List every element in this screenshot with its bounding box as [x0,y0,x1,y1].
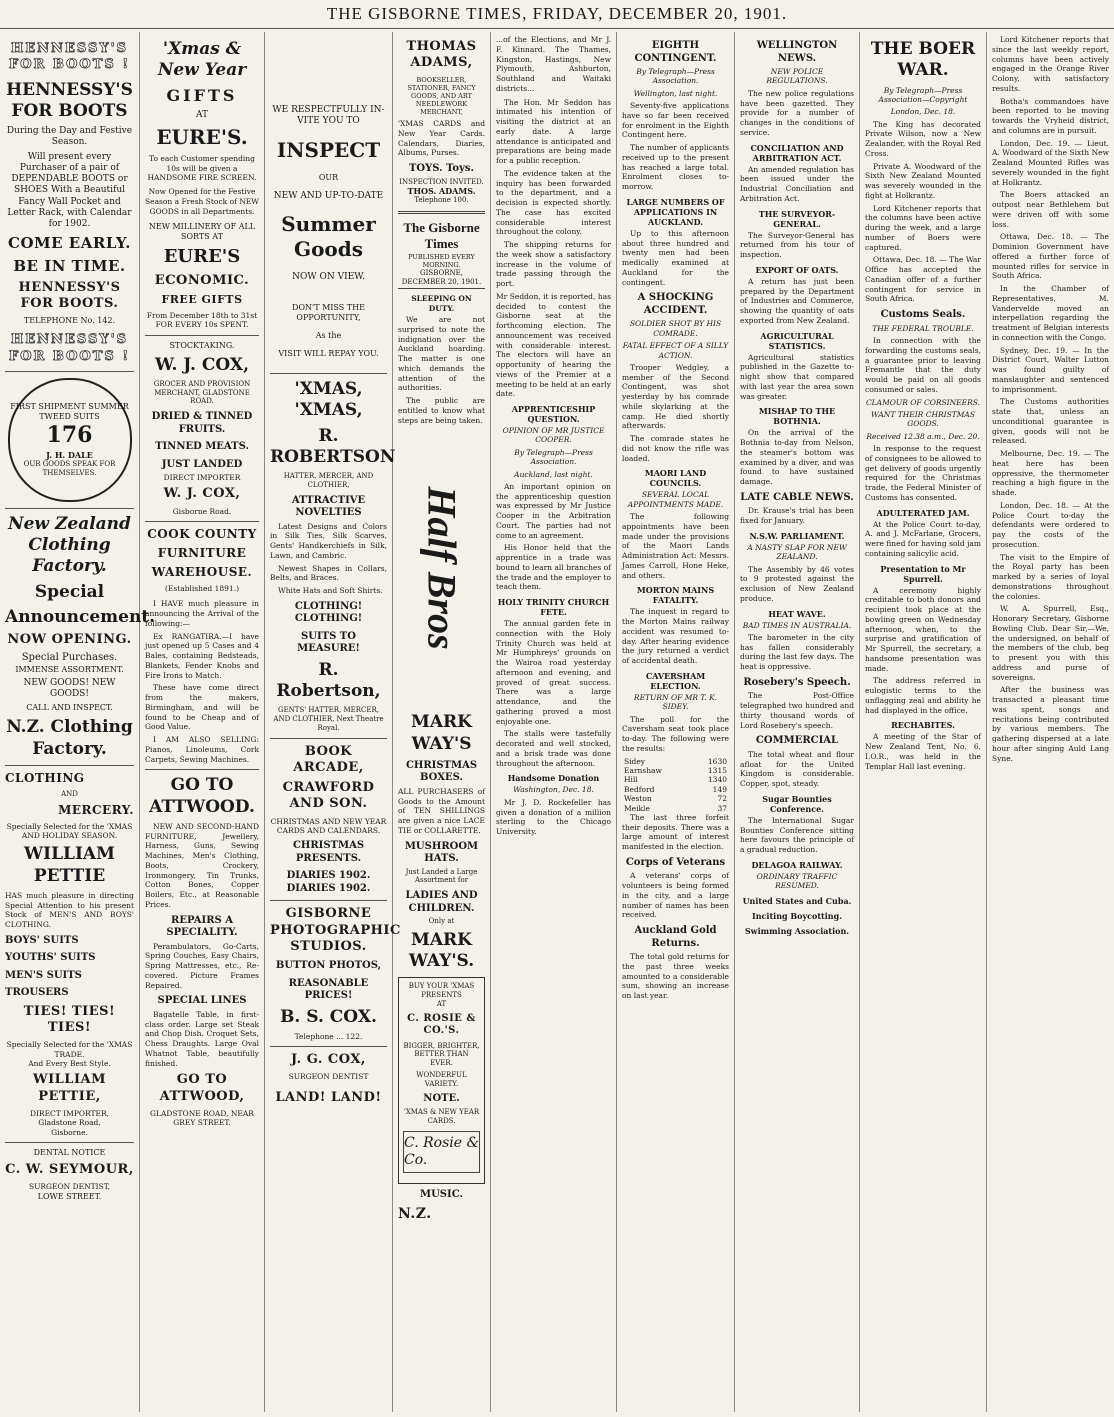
column-9: Lord Kitchener reports that since the last weekly report, columns have been actively engaged in the Orange River Colony, with satisfactory results. Botha's commandoes have been reported to be moving towards the Vryheid district, and columns are in pursuit. London, Dec. 19. — Lieut. A. Woodward of the Sixth New Zealand Mounted Rifles was severely wounded in the fight at Holkrantz. The Boers attacked an outpost near Bethlehem but were driven off with some loss. Ottawa, Dec. 18. — The Dominion Government have offered a further force of mounted rifles for service in South Africa. In the Chamber of Representatives, M. Vandervelde moved an interpellation regarding the treatment of Belgian interests in connection with the Congo. Sydney, Dec. 19. — In the District Court, Walter Lutton was found guilty of manslaughter and sentenced to imprisonment. The Customs authorities state that, unless an unconditional guarantee is given, goods will not be released. Melbourne, Dec. 19. — The heat here has been oppressive, the thermometer reaching a high figure in the shade. London, Dec. 18. — At the Police Court to-day the defendants were ordered to pay the costs of the prosecution. The visit to the Empire of the Royal party has been marked by a series of loyal demonstrations throughout the colonies. W. A. Spurrell, Esq., Honorary Secretary, Gisborne Bowling Club. Dear Sir,—We, the undersigned, on behalf of the members of the club, beg to present you with this address and purse of sovereigns. After the business was transacted a pleasant time was spent, songs and recitations being contributed by various members. The gathering dispersed at a late hour after singing Auld Lang Syne. [992,35,1109,763]
bigger-better: BIGGER, BRIGHTER, BETTER THAN EVER. [403,1041,480,1068]
music: MUSIC. [420,1189,463,1201]
mushroom-hats: MUSHROOM HATS. [404,840,479,865]
adams-telephone: Telephone 100. [414,196,469,205]
press-assoc-1: By Telegraph—Press Association. [514,447,593,467]
commercial: COMMERCIAL [755,735,839,747]
customs-seals: Customs Seals. [880,309,966,321]
free-gifts-sub: From December 18th to 31st FOR EVERY 10s SPENT. [146,310,258,330]
call-inspect: CALL AND INSPECT. [26,703,113,713]
christmas-presents: CHRISTMAS PRESENTS. [292,840,365,864]
column-7: WELLINGTON NEWS. NEW POLICE REGULATIONS. The new police regulations have been gazetted. They provide for a number of changes in the conditions of service. CONCILIATION AND ARBITRATION ACT. An amended regulation has been issued under the Industrial Conciliation and Arbitration Act. THE SURVEYOR-GENERAL. The Surveyor-General has returned from his tour of inspection. EXPORT OF OATS. A return has just been prepared by the Department of Industries and Commerce, showing the quantity of oats exported from New Zealand. AGRICULTURAL STATISTICS. Agricultural statistics published in the Gazette to-night show that compared with last year the area sown was greater. MISHAP TO THE BOTHNIA. On the arrival of the Bothnia to-day from Nelson, the steamer's bottom was examined by a diver, and was found to have sustained damage. LATE CABLE NEWS. Dr. Krause's trial has been fixed for January. N.S.W. PARLIAMENT. A NASTY SLAP FOR NEW ZEALAND. The Assembly by 46 votes to 9 protested against the exclusion of New Zealand produce. HEAT WAVE. BAD TIMES IN AUSTRALIA. The barometer in the city has fallen considerably during the last few days. The heat is oppressive. Rosebery's Speech. The Post-Office telegraphed two hundred and thirty thousand words of Lord Rosebery's speech. COMMERCIAL The total wheat and flour afloat for the United Kingdom is considerable. Copper, spot, steady. Sugar Bounties Conference. The International Sugar Bounties Conference sitting here favours the principle of a gradual reduction. DELAGOA RAILWAY. ORDINARY TRAFFIC RESUMED. United States and Cuba. Inciting Boycotting. Swimming Association. [735,32,860,1412]
bs-cox: B. S. COX. [280,1006,377,1027]
mark-way-body: ALL PURCHASERS of Goods to the Amount of TEN SHILLINGS are given a nice LACE TIE or COLLARETTE. [398,786,485,835]
mishap: MISHAP TO THE BOTHNIA. [758,406,836,427]
direct-importer-2: DIRECT IMPORTER [163,473,241,482]
dont-miss: DON'T MISS THE OPPORTUNITY, [292,303,365,322]
new-up: NEW AND UP-TO-DATE [273,190,384,201]
rosie-logo: C. Rosie & Co. [403,1131,480,1173]
william-pettie: WILLIAM PETTIE [24,844,115,886]
immense-assortment: IMMENSE ASSORTMENT. [15,664,124,674]
dried-fruits: DRIED & TINNED FRUITS. [151,411,253,435]
result-row: Hill 1340 [624,775,727,785]
only-at: Only at [428,917,455,926]
nz-ad: N.Z. [398,1205,432,1222]
adams-sub: BOOKSELLER, STATIONER, FANCY GOODS, AND ART NEEDLEWORK MERCHANT, [407,75,476,116]
wellington-dateline: Wellington, last night. [633,88,718,98]
london-dateline: London, Dec. 18. [890,107,956,117]
result-row: Weston 72 [624,794,727,804]
boys-suits: BOYS' SUITS [5,934,79,946]
several-appointments: SEVERAL LOCAL APPOINTMENTS MADE. [627,490,724,509]
press-1: By Telegraph—Press Association. [636,67,715,86]
land-ho: LAND! LAND! [275,1089,382,1105]
heat-wave: HEAT WAVE. [768,608,826,619]
surgeon-dentist: SURGEON DENTIST, [28,1182,111,1192]
dental-notice: DENTAL NOTICE [33,1148,106,1157]
want-goods: WANT THEIR CHRISTMAS GOODS. [871,409,975,429]
toys: TOYS. Toys. [408,163,474,175]
received: Received 12.38 a.m., Dec. 20. [866,431,980,441]
gladstone-road: Gladstone Road, [38,1118,101,1128]
surveyor-general: THE SURVEYOR-GENERAL. [758,208,836,229]
just-landed-hats: Just Landed a Large Assortment for [405,867,478,885]
bad-times: BAD TIMES IN AUSTRALIA. [742,620,852,630]
inspection-invited: INSPECTION INVITED. [399,177,484,186]
attractive: ATTRACTIVE NOVELTIES [291,494,366,518]
new-millinery: NEW MILLINERY OF ALL SORTS AT [148,222,256,242]
special-lines: SPECIAL LINES [157,995,247,1007]
specially-selected-trade: Specially Selected for the 'XMAS TRADE. [6,1040,133,1059]
boer-war: THE BOER WAR. [870,39,976,81]
summer-goods: Summer Goods [281,211,376,261]
new-opened: Now Opened for the Festive Season a Fresh Stock of NEW GOODS in all Departments. [145,187,259,216]
gisborne: Gisborne. [51,1127,88,1137]
attwood-address: GLADSTONE ROAD, NEAR GREY STREET. [150,1108,254,1128]
presentation: Presentation to Mr Spurrell. [880,563,966,584]
cox-name: W. J. COX, [155,354,249,375]
eures-body: To each Customer spending 10s will be given a HANDSOME FIRE SCREEN. [147,153,257,183]
circle-bottom: OUR GOODS SPEAK FOR THEMSELVES. [23,459,116,477]
conciliation: CONCILIATION AND ARBITRATION ACT. [750,142,844,163]
at-rosie: AT [436,999,447,1008]
mens-suits: MEN'S SUITS [5,969,82,981]
cook-county: COOK COUNTY [147,527,257,541]
lowe-street: LOWE STREET. [37,1191,102,1201]
reasonable-prices: REASONABLE PRICES! [288,977,369,1001]
special: Special [34,581,105,602]
column-1 [0,32,156,1412]
direct-importer: DIRECT IMPORTER, [29,1108,110,1118]
clothing: CLOTHING [5,770,85,785]
xmas-banner: 'XMAS, 'XMAS, [294,379,363,421]
column-3: WE RESPECTFULLY IN- VITE YOU TO INSPECT OUR NEW AND UP-TO-DATE Summer Goods NOW ON VIEW. DON'T MISS THE OPPORTUNITY, As the VISIT WILL REPAY YOU. 'XMAS, 'XMAS, R. ROBERTSON HATTER, MERCER, AND CLOTHIER, ATTRACTIVE NOVELTIES Latest Designs and Colors in Silk Ties, Silk Scarves, Gents' Handkerchiefs in Silk, Lawn, and Cambric. Newest Shapes in Collars, Belts, and Braces. White Hats and Soft Shirts. CLOTHING! CLOTHING! SUITS TO MEASURE! R. Robertson, GENTS' HATTER, MERCER, AND CLOTHIER, Next Theatre Royal. BOOK ARCADE, CRAWFORD AND SON. CHRISTMAS AND NEW YEAR CARDS AND CALENDARS. CHRISTMAS PRESENTS. DIARIES 1902. DIARIES 1902. GISBORNE PHOTOGRAPHIC STUDIOS. BUTTON PHOTOS, REASONABLE PRICES! B. S. COX. Telephone ... 122. J. G. COX, SURGEON DENTIST LAND! LAND! [265,32,393,1412]
soldier-shot: SOLDIER SHOT BY HIS COMRADE. [629,319,722,338]
published: PUBLISHED EVERY MORNING. [408,252,475,269]
cox-sub: GROCER AND PROVISION MERCHANT, GLADSTONE ROAD. [153,379,251,406]
jg-cox: J. G. COX, [291,1052,366,1068]
youths-suits: YOUTHS' SUITS [5,952,96,964]
swimming: Swimming Association. [744,925,850,936]
column-6: EIGHTH CONTINGENT. By Telegraph—Press Association. Wellington, last night. Seventy-five applications have so far been received for enrolment in the Eighth Contingent here. The number of applicants received up to the present has reached a large total. Enrolment closes to-morrow. LARGE NUMBERS OF APPLICATIONS IN AUCKLAND. Up to this afternoon about three hundred and twenty men had been medically examined at Auckland for the contingent. A SHOCKING ACCIDENT. SOLDIER SHOT BY HIS COMRADE. FATAL EFFECT OF A SILLY ACTION. Trooper Wedgley, a member of the Second Contingent, was shot yesterday by his comrade while skylarking at the camp. He died shortly afterwards. The comrade states he did not know the rifle was loaded. MAORI LAND COUNCILS. SEVERAL LOCAL APPOINTMENTS MADE. The following appointments have been made under the provisions of the Maori Lands Administration Act: Messrs. James Carroll, Hone Heke, and others. MORTON MAINS FATALITY. The inquest in regard to the Morton Mains railway accident was resumed to-day. After hearing evidence the jury returned a verdict of accidental death. CAVERSHAM ELECTION. RETURN OF MR T. K. SIDEY. The poll for the Caversham seat took place to-day. The following were the results: Sidey 1630 Earnshaw 1315 Hill 1340 Bedford 149 Weston 72 Meikle 37 The last three forfeit their deposits. There was a large amount of interest manifested in the election. Corps of Veterans A veterans' corps of volunteers is being formed in the city, and a large number of names has been received. Auckland Gold Returns. The total gold returns for the past three weeks amounted to a considerable sum, showing an increase on last year. [617,32,735,1412]
press-copyright: By Telegraph—Press Association—Copyright [878,85,968,104]
rechabites: RECHABITES. [891,720,955,731]
wonderful: WONDERFUL VARIETY. [416,1070,467,1088]
veterans: Corps of Veterans [625,856,726,868]
auckland-gold: Auckland Gold Returns. [634,925,717,949]
pettie-sign: WILLIAM PETTIE, [32,1072,107,1104]
sugar-bounties: Sugar Bounties Conference. [762,793,832,814]
circle-number: 176 [46,422,93,449]
robertson-2: R. Robertson, [276,659,381,701]
tinned-meats: TINNED MEATS. [155,441,249,452]
rosebery: Rosebery's Speech. [743,676,851,688]
result-row: Bedford 149 [624,784,727,794]
photo-telephone: Telephone ... 122. [294,1031,363,1041]
hennessy-subtitle: During the Day and Festive Season. [6,126,133,148]
robertson: R. ROBERTSON [270,425,396,467]
tailor-circle-ad [8,378,132,502]
adams-sign: THOS. ADAMS. [407,186,476,197]
handsome-sub: Washington, Dec. 18. [513,785,594,795]
caversham: CAVERSHAM ELECTION. [645,670,706,691]
ordinary-traffic: ORDINARY TRAFFIC RESUMED. [756,871,838,891]
repairs: REPAIRS A SPECIALITY. [166,914,238,939]
export-oats: EXPORT OF OATS. [755,264,839,275]
gisborne-road: Gisborne Road. [172,506,232,516]
our: OUR [318,172,339,182]
return-sidey: RETURN OF MR T. K. SIDEY. [633,692,718,712]
inciting: Inciting Boycotting. [752,910,842,921]
apprenticeship: APPRENTICESHIP QUESTION. [511,404,596,424]
ties: TIES! TIES! TIES! [23,1003,116,1035]
clothing-robertson: CLOTHING! CLOTHING! [294,600,363,625]
late-cable: LATE CABLE NEWS. [740,491,854,503]
specially-selected: Specially Selected for the 'XMAS AND HOLIDAY SEASON. [6,821,133,840]
leader-head: SLEEPING ON DUTY. [411,294,472,313]
auckland-dateline: Auckland, last night. [514,469,593,479]
pettie-body: HAS much pleasure in directing Special Attention to his present Stock of MEN'S AND BOYS' CLOTHING. [5,890,134,929]
eures-big: EURE'S [163,246,241,268]
at: AT [195,109,208,120]
column-4: THOMAS ADAMS, BOOKSELLER, STATIONER, FANCY GOODS, AND ART NEEDLEWORK MERCHANT, 'XMAS CARDS and New Year Cards. Calendars, Diaries, Albums, Purses. TOYS. Toys. INSPECTION INVITED. THOS. ADAMS. Telephone 100. The Gisborne Times PUBLISHED EVERY MORNING. GISBORNE, DECEMBER 20, 1901. SLEEPING ON DUTY. We are not surprised to note the indignation over the Auckland hoarding. The matter is one which demands the attention of the authorities. The public are entitled to know what steps are being taken. Half Bros MARK WAY'S CHRISTMAS BOXES. ALL PURCHASERS of Goods to the Amount of TEN SHILLINGS are given a nice LACE TIE or COLLARETTE. MUSHROOM HATS. Just Landed a Large Assortment for LADIES AND CHILDREN. Only at MARK WAY'S. BUY YOUR 'XMAS PRESENTS AT C. ROSIE & CO.'S. BIGGER, BRIGHTER, BETTER THAN EVER. WONDERFUL VARIETY. NOTE. 'XMAS & NEW YEAR CARDS. C. Rosie & Co. MUSIC. N.Z. [393,32,491,1412]
economic: ECONOMIC. [154,272,250,288]
trousers: TROUSERS [5,987,69,999]
circle-name: J. H. DALE [46,449,93,460]
column-5: ...of the Elections, and Mr J. F. Kinnard. The Thames, Kingston, Hastings, New Plymouth, Ashburton, Southland and Waitaki districts... The Hon. Mr Seddon has intimated his intention of visiting the district at an early date. A large attendance is anticipated and preparations are being made for a public reception. The evidence taken at the inquiry has been forwarded to the department, and a decision is expected shortly. The case has excited considerable interest throughout the colony. The shipping returns for the week show a satisfactory increase in the volume of trade passing through the port. Mr Seddon, it is reported, has decided to contest the Gisborne seat at the forthcoming election. The announcement was received with considerable interest. The electors will have an opportunity of hearing the views of the Premier at a meeting to be held at an early date. APPRENTICESHIP QUESTION. OPINION OF MR JUSTICE COOPER. By Telegraph—Press Association. Auckland, last night. An important opinion on the apprenticeship question was expressed by Mr Justice Cooper in the Arbitration Court. The parties had not come to an agreement. His Honor held that the apprentice in a trade was bound to learn all branches of the trade and the employer to teach them. HOLY TRINITY CHURCH FETE. The annual garden fete in connection with the Holy Trinity Church was held at Mr Humphreys' grounds on the Wairoa road yesterday afternoon and evening, and proved of great success. There was a large attendance, and the gathering proved a most enjoyable one. The stalls were tastefully decorated and well stocked, and a brisk trade was done throughout the afternoon. Handsome Donation Washington, Dec. 18. Mr J. D. Rockefeller has given a donation of a million sterling to the Chicago University. [491,32,617,1412]
result-row: Meikle 37 [624,803,727,813]
delagoa: DELAGOA RAILWAY. [751,859,843,870]
warehouse: WAREHOUSE. [151,565,253,579]
just-landed: JUST LANDED [161,458,243,470]
cox-sign: W. J. COX, [163,486,241,502]
column-8: THE BOER WAR. By Telegraph—Press Association—Copyright London, Dec. 18. The King has decorated Private Wilson, now a New Zealander, with the Royal Red Cross. Private A. Woodward of the Sixth New Zealand Mounted was severely wounded in the fight at Holkrantz. Lord Kitchener reports that the columns have been active during the week, and a large number of Boers were captured. Ottawa, Dec. 18. — The War Office has accepted the Canadian offer of a further contingent for service in South Africa. Customs Seals. THE FEDERAL TROUBLE. In connection with the forwarding the customs seals, a guarantee prior to leaving Fremantle that the duty would be paid on all goods consumed or sales. CLAMOUR OF CORSINEERS. WANT THEIR CHRISTMAS GOODS. Received 12.38 a.m., Dec. 20. In response to the request of consignees to be allowed to get delivery of goods urgently required for the Christmas trade, the Federal Minister of Customs has consented. ADULTERATED JAM. At the Police Court to-day, A. and J. McFarlane, Grocers, were fined for having sold jam containing salicylic acid. Presentation to Mr Spurrell. A ceremony highly creditable to both donors and recipient took place at the bowling green on Wednesday afternoon, when, to the surprise and gratification of Mr Spurrell, the secretary, a handsome presentation was made. The address referred in eulogistic terms to the unflagging zeal and ability he had displayed in the office. RECHABITES. A meeting of the Star of New Zealand Tent, No. 6, I.O.R., was held in the Templar Hall last evening. [860,32,987,1412]
opinion: OPINION OF MR JUSTICE COOPER. [502,426,605,445]
nasty-slap: A NASTY SLAP FOR NEW ZEALAND. [747,542,847,562]
thomas-adams: THOMAS ADAMS, [406,39,477,71]
eures: EURE'S. [156,124,248,149]
morton-mains: MORTON MAINS FATALITY. [636,585,715,606]
paper-date: GISBORNE, DECEMBER 20, 1901. [398,269,485,290]
stocktaking: STOCKTAKING. [169,340,235,350]
now-view: NOW ON VIEW. [292,271,365,282]
nz-clothing-factory: N.Z. Clothing Factory. [6,717,133,759]
diaries: DIARIES 1902. DIARIES 1902. [286,870,371,894]
hennessy-repeat: HENNESSY'S FOR BOOTS. [18,279,121,311]
best-style: And Every Best Style. [28,1059,111,1068]
buy-xmas: BUY YOUR 'XMAS PRESENTS [408,982,475,1000]
christmas-cards: CHRISTMAS AND NEW YEAR CARDS AND CALENDARS. [270,816,387,835]
col5-body: Mr Seddon, it is reported, has decided to contest the Gisborne seat at the forthcoming election. The announcement was received with considerable interest. The electors will have an opportunity of hearing the views of the Premier at a meeting to be held at an early date. [496,291,611,399]
go-attwood: GO TO ATTWOOD. [149,775,255,817]
rosie: C. ROSIE & CO.'S. [407,1012,476,1037]
special-purchases: Special Purchases. [21,652,118,664]
xmas-title: 'Xmas & New Year [157,39,247,81]
nsw-parliament: N.S.W. PARLIAMENT. [749,530,845,541]
col5-top-text: ...of the Elections, and Mr J. F. Kinnard. The Thames, Kingston, Hastings, New Plymouth, Ashburton, Southland and Waitaki districts... [496,35,611,93]
hennessy-banner-bottom: HENNESSY'S FOR BOOTS ! [8,332,131,364]
mark-way-final: MARK WAY'S. [408,929,475,972]
xmas-new-year: 'XMAS & NEW YEAR CARDS. [403,1107,480,1125]
hennessy-body: Will present every Purchaser of a pair of DEPENDABLE BOOTS or SHOES With a Beautiful Fancy Wall Pocket and Letter Rack, with Calendar for 1902. [7,151,132,229]
hennessy-title: HENNESSY'S FOR BOOTS [6,79,133,121]
half-bros-logo: Half Bros [419,486,465,651]
seymour: C. W. SEYMOUR, [5,1162,134,1177]
fatal-effect: FATAL EFFECT OF A SILLY ACTION. [622,341,729,360]
clamour: CLAMOUR OF CORSINEERS. [865,397,981,407]
new-goods: NEW GOODS! NEW GOODS! [23,677,116,699]
maori-councils: MAORI LAND COUNCILS. [644,468,707,489]
agricultural-statistics: AGRICULTURAL STATISTICS. [760,330,834,351]
circle-top: FIRST SHIPMENT SUMMER TWEED SUITS [10,402,129,422]
holy-trinity: HOLY TRINITY CHURCH FETE. [497,597,610,618]
federal-trouble: THE FEDERAL TROUBLE. [872,323,974,333]
now-opening: NOW OPENING. [7,632,132,647]
crawford: CRAWFORD AND SON. [282,780,375,812]
established: (Established 1891.) [164,584,240,593]
us-cuba: United States and Cuba. [742,895,852,906]
nz-clothing-title: New Zealand Clothing Factory. [8,513,131,577]
new-police: NEW POLICE REGULATIONS. [766,67,828,86]
mark-way: MARK WAY'S [411,712,472,754]
robertson-sub: HATTER, MERCER, AND CLOTHIER, [283,472,374,489]
gifts: GIFTS [166,85,238,105]
robertson-2-sub: GENTS' HATTER, MERCER, AND CLOTHIER, Next Theatre Royal. [273,706,384,732]
free-gifts: FREE GIFTS [161,293,243,306]
masthead: THE GISBORNE TIMES, FRIDAY, DECEMBER 20, 1901. [0,0,1114,29]
be-in-time: BE IN TIME. [13,257,126,275]
wellington-news: WELLINGTON NEWS. [756,40,838,64]
hennessy-banner: HENNESSY'S FOR BOOTS ! [8,41,131,73]
jg-surgeon-dentist: SURGEON DENTIST [288,1072,369,1082]
we-invite: WE RESPECTFULLY IN- VITE YOU TO [272,105,385,127]
shocking-accident: A SHOCKING ACCIDENT. [637,292,714,316]
adulterated-jam: ADULTERATED JAM. [876,507,970,518]
photo-title: GISBORNE PHOTOGRAPHIC STUDIOS. [270,906,401,954]
paper-title: The Gisborne Times [403,220,480,252]
adams-cards: 'XMAS CARDS and New Year Cards. Calendars, Diaries, Albums, Purses. [398,119,485,158]
mercery: MERCERY. [58,802,134,817]
furniture: FURNITURE [157,546,247,560]
telephone: TELEPHONE No. 142. [23,316,116,326]
visit: VISIT WILL REPAY YOU. [278,349,379,358]
ladies-children: LADIES AND CHILDREN. [405,890,478,914]
as-the: As the [315,331,342,340]
suits-to-measure: SUITS TO MEASURE! [297,630,360,655]
button-photos: BUTTON PHOTOS, [275,960,382,971]
column-2: 'Xmas & New Year GIFTS AT EURE'S. To each Customer spending 10s will be given a HANDSOME FIRE SCREEN. Now Opened for the Festive Season a Fresh Stock of NEW GOODS in all Departments. NEW MILLINERY OF ALL SORTS AT EURE'S ECONOMIC. FREE GIFTS From December 18th to 31st FOR EVERY 10s SPENT. STOCKTAKING. W. J. COX, GROCER AND PROVISION MERCHANT, GLADSTONE ROAD. DRIED & TINNED FRUITS. TINNED MEATS. JUST LANDED DIRECT IMPORTER W. J. COX, Gisborne Road. COOK COUNTY FURNITURE WAREHOUSE. (Established 1891.) I HAVE much pleasure in announcing the Arrival of the following:— Ex RANGATIRA.—I have just opened up 5 Cases and 4 Bales, containing Bedsteads, Blankets, Fender Knobs and Fire Irons to Match. These have come direct from the makers, Birmingham, and will be found to be Cheap and of Good Value. I AM ALSO SELLING: Pianos, Linoleums, Cork Carpets, Sewing Machines. GO TO ATTWOOD. NEW AND SECOND-HAND FURNITURE, Jewellery, Harness, Guns, Sewing Machines, Men's Clothing, Boots, Crockery, Ironmongery, Tin Trunks, Cotton Bones, Copper Boilers, Etc., at Reasonable Prices. REPAIRS A SPECIALITY. Perambulators, Go-Carts, Spring Couches, Easy Chairs, Spring Mattresses, etc., Re-covered. Picture Frames Repaired. SPECIAL LINES Bagatelle Table, in first-class order. Large set Steak and Chop Dish. Croquet Sets, Chess Draughts. Large Oval Whatnot Table, beautifully finished. GO TO ATTWOOD, GLADSTONE ROAD, NEAR GREY STREET. [140,32,265,1412]
and-label: AND [61,789,78,798]
book-arcade: BOOK ARCADE, [293,743,364,775]
christmas-boxes: CHRISTMAS BOXES. [405,759,478,784]
note: NOTE. [423,1093,460,1105]
come-early: COME EARLY. [8,234,131,253]
announcement: Announcement. [5,606,156,627]
large-numbers: LARGE NUMBERS OF APPLICATIONS IN AUCKLAND. [626,196,725,227]
result-row: Sidey 1630 [624,756,727,766]
election-results [622,757,729,813]
handsome-donation: Handsome Donation [507,773,600,784]
result-row: Earnshaw 1315 [624,766,727,775]
go-attwood-2: GO TO ATTWOOD, [159,1072,245,1104]
inspect: INSPECT [276,137,381,162]
eighth-contingent: EIGHTH CONTINGENT. [634,40,717,64]
